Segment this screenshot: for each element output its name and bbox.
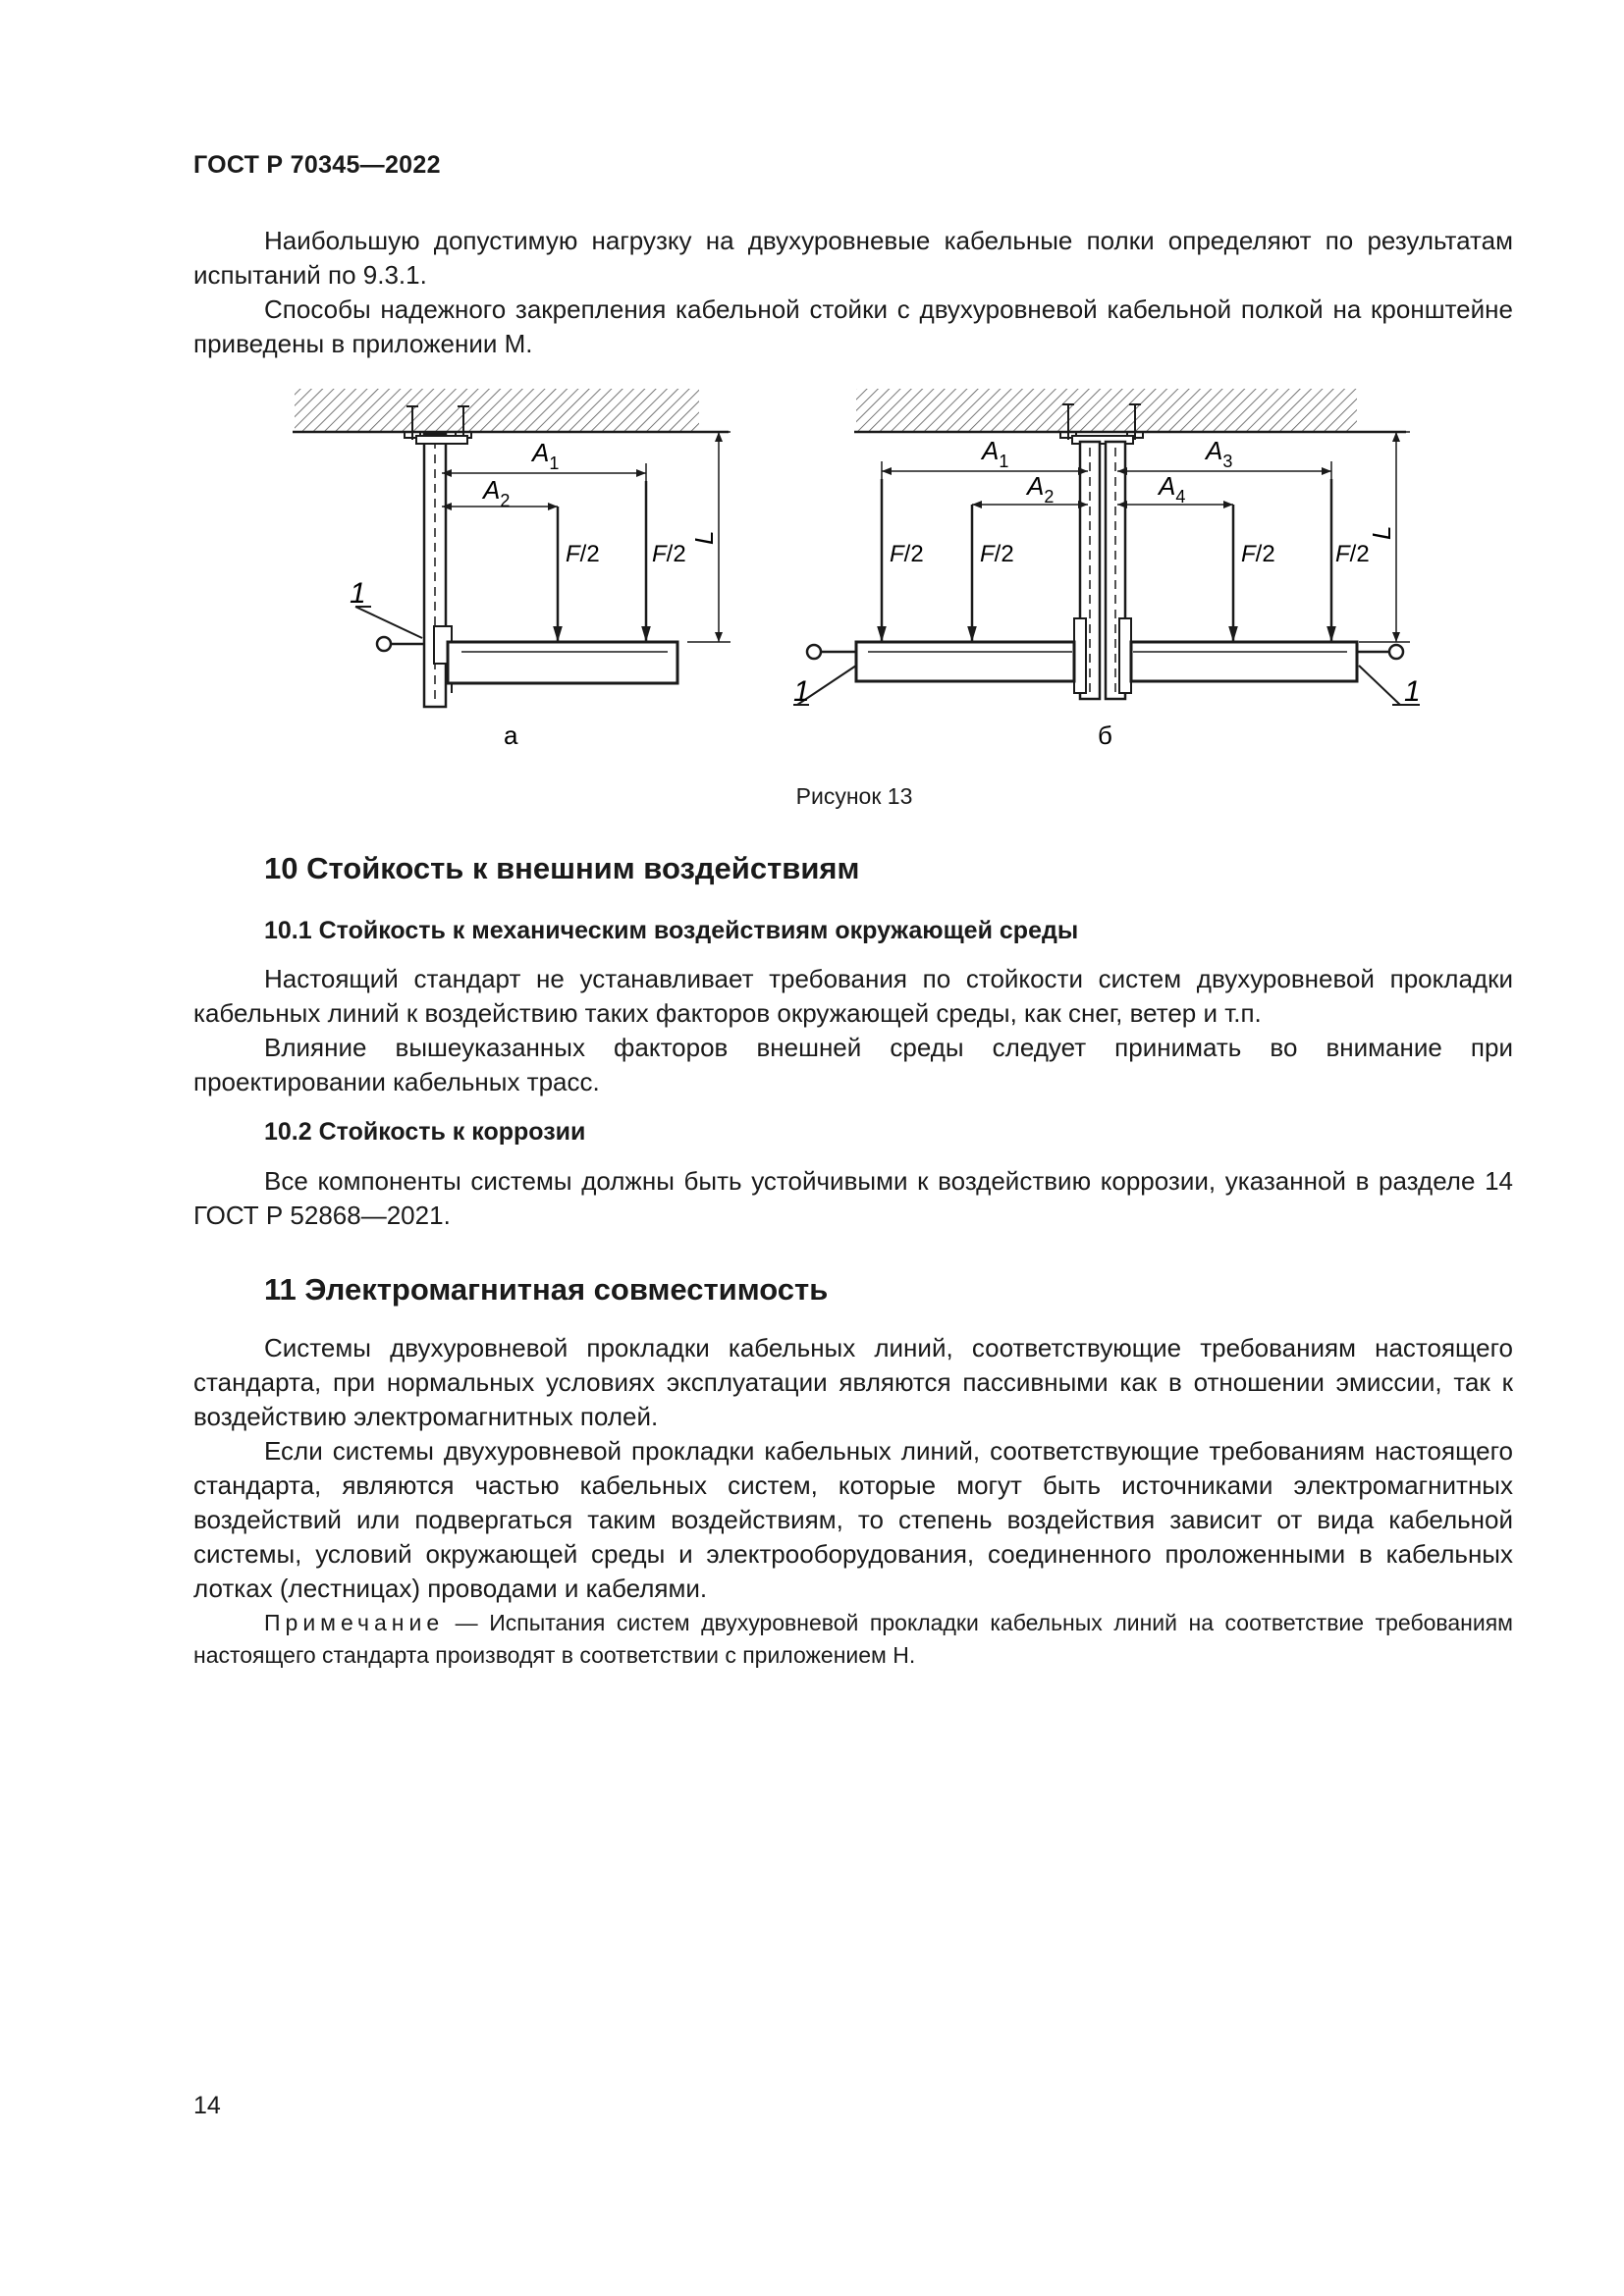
force-label: F [1241, 541, 1256, 567]
svg-text:F/2 [1241, 541, 1275, 567]
note-text: — Испытания систем двухуровневой прокладки кабельных линий на соответствие требованиям настоящего стандарта производят в соответствии с приложением Н. [193, 1610, 1513, 1668]
paragraph: Влияние вышеуказанных факторов внешней среды следует принимать во внимание при проектировании кабельных трасс. [193, 1033, 1513, 1096]
post-clamp [1074, 618, 1086, 693]
dim-a3-sub: 3 [1222, 452, 1233, 471]
figure-a [293, 389, 731, 750]
paragraph: Если системы двухуровневой прокладки кабельных линий, соответствующие требованиям настоящего стандарта, являются частью кабельных систем, которые могут быть источниками электромагнитных воздействий или подвергаться таким воздействиям, то степень воздействия зависит от вида кабельной системы, условий окружающей среды и электрооборудования, соединенного проложенными в кабельных лотках (лестницах) проводами и кабелями. [193, 1436, 1513, 1603]
dim-l-label: L [1367, 525, 1396, 540]
hinge-icon [807, 645, 856, 659]
figure-b [793, 389, 1421, 750]
section-10-heading: 10 Стойкость к внешним воздействиям [264, 851, 860, 885]
dim-a2-label: A [1027, 471, 1045, 501]
document-code-header: ГОСТ Р 70345—2022 [193, 151, 441, 179]
dim-a1-label: A [982, 436, 1000, 465]
dim-a3-label: A [1206, 436, 1223, 465]
post-clamp [1119, 618, 1131, 693]
dim-l-label: L [689, 530, 719, 545]
force-label: F [1335, 541, 1350, 567]
cable-shelf [856, 642, 1074, 681]
force-half: /2 [1349, 541, 1370, 567]
paragraph: Настоящий стандарт не устанавливает требования по стойкости систем двухуровневой прокладки кабельных линий к воздействию таких факторов окружающей среды, как снег, ветер и т.п. [193, 964, 1513, 1028]
cable-shelf [1131, 642, 1357, 681]
dim-a4-label: A [1159, 471, 1176, 501]
dim-a2-sub: 2 [500, 491, 511, 510]
svg-text:F/2 [890, 541, 924, 567]
force-half: /2 [903, 541, 924, 567]
force-label: F [980, 541, 995, 567]
section-11-text [193, 1331, 1513, 1606]
svg-text:F/2 [652, 541, 686, 567]
svg-text:F/2 [980, 541, 1014, 567]
force-half: /2 [994, 541, 1014, 567]
subfigure-label-b: б [1098, 721, 1112, 750]
page-number: 14 [193, 2092, 221, 2119]
hinge-icon [1357, 645, 1403, 659]
svg-text:A4 [1157, 471, 1185, 507]
ceiling-hatch [295, 389, 699, 432]
dim-a1-label: A [532, 438, 550, 467]
force-half: /2 [579, 541, 600, 567]
paragraph: Способы надежного закрепления кабельной стойки с двухуровневой кабельной полкой на кронштейне приведены в приложении М. [193, 294, 1513, 358]
section-10-2-heading: 10.2 Стойкость к коррозии [264, 1118, 586, 1146]
paragraph: Все компоненты системы должны быть устойчивыми к воздействию коррозии, указанной в разделе 14 ГОСТ Р 52868—2021. [193, 1166, 1513, 1230]
force-label: F [890, 541, 904, 567]
svg-text:A1 [530, 438, 559, 473]
section-11-heading: 11 Электромагнитная совместимость [264, 1272, 829, 1307]
figure-13-drawing [0, 0, 1624, 766]
subfigure-label-a: а [504, 721, 518, 750]
svg-text:F/2 [566, 541, 600, 567]
ref-1-label: 1 [793, 675, 810, 708]
paragraph: Системы двухуровневой прокладки кабельных линий, соответствующие требованиям настоящего стандарта, при нормальных условиях эксплуатации являются пассивными как в отношении эмиссии, так к воздействию электромагнитных полей. [193, 1333, 1513, 1431]
force-label: F [652, 541, 667, 567]
dim-a1-sub: 1 [999, 452, 1009, 471]
figure-caption: Рисунок 13 [795, 783, 913, 809]
dim-a2-label: A [483, 475, 501, 505]
svg-text:A2 [1025, 471, 1054, 507]
section-10-1-heading: 10.1 Стойкость к механическим воздействиям окружающей среды [264, 917, 1079, 944]
dim-a4-sub: 4 [1175, 487, 1186, 507]
svg-text:A3 [1204, 436, 1232, 471]
section-10-2-text [193, 1164, 1513, 1233]
dim-a2-sub: 2 [1044, 487, 1055, 507]
force-half: /2 [1255, 541, 1275, 567]
dim-a1-sub: 1 [549, 454, 560, 473]
svg-text:F/2 [1335, 541, 1370, 567]
paragraph: Наибольшую допустимую нагрузку на двухуровневые кабельные полки определяют по результатам испытаний по 9.3.1. [193, 226, 1513, 290]
ref-1-label: 1 [350, 577, 366, 610]
ref-1-label: 1 [1404, 675, 1421, 708]
cable-shelf [448, 642, 677, 683]
ceiling-hatch [856, 389, 1357, 432]
section-10-1-text [193, 962, 1513, 1099]
svg-text:A2 [481, 475, 510, 510]
force-half: /2 [666, 541, 686, 567]
note [193, 1607, 1513, 1672]
svg-text:A1 [980, 436, 1008, 471]
force-label: F [566, 541, 580, 567]
note-label: Примечание [264, 1610, 445, 1635]
hinge-icon [377, 637, 424, 651]
